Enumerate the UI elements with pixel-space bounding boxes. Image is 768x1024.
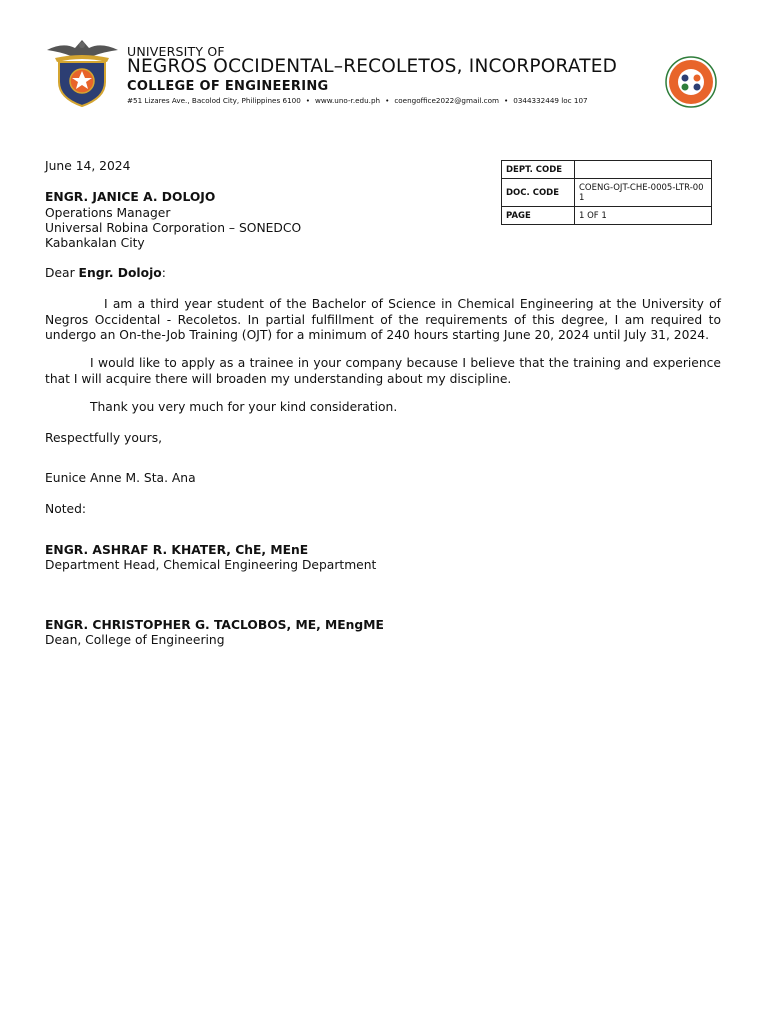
recipient-city: Kabankalan City xyxy=(45,236,145,250)
document-code-table xyxy=(501,160,712,225)
salutation-name: Engr. Dolojo xyxy=(78,266,162,280)
signatory-title: Department Head, Chemical Engineering Department xyxy=(45,558,377,572)
doc-code-label: DOC. CODE xyxy=(502,179,575,207)
body-paragraph-2: I would like to apply as a trainee in your company because I believe that the training and experience that I will acquire there will broaden my understanding about my discipline. xyxy=(45,356,721,386)
table-row xyxy=(502,207,712,225)
doc-code-value: COENG-OJT-CHE-0005-LTR-001 xyxy=(575,179,712,207)
table-row xyxy=(502,179,712,207)
dept-code-value xyxy=(575,161,712,179)
body-paragraph-3: Thank you very much for your kind consideration. xyxy=(90,400,398,414)
college-name: COLLEGE OF ENGINEERING xyxy=(127,79,329,94)
page-label: PAGE xyxy=(502,207,575,225)
college-of-engineering-seal-icon xyxy=(658,56,724,108)
signatory-name: ENGR. CHRISTOPHER G. TACLOBOS, ME, MEngME xyxy=(45,618,384,632)
recipient-title: Operations Manager xyxy=(45,206,171,220)
closing: Respectfully yours, xyxy=(45,431,163,445)
salutation-prefix: Dear xyxy=(45,266,79,280)
contact-line: #51 Lizares Ave., Bacolod City, Philippines 6100 • www.uno-r.edu.ph • coengoffice2022@gmail.com • 0344332449 loc 107 xyxy=(127,96,588,105)
salutation-suffix: : xyxy=(161,266,166,280)
university-seal-eagle-icon xyxy=(45,36,120,108)
institution-name: NEGROS OCCIDENTAL–RECOLETOS, INCORPORATED xyxy=(127,56,618,77)
letter-date: June 14, 2024 xyxy=(45,159,131,173)
recipient-name: ENGR. JANICE A. DOLOJO xyxy=(45,190,216,204)
table-row xyxy=(502,161,712,179)
salutation xyxy=(45,266,166,281)
dept-code-label: DEPT. CODE xyxy=(502,161,575,179)
sender-name: Eunice Anne M. Sta. Ana xyxy=(45,471,196,485)
signatory-name: ENGR. ASHRAF R. KHATER, ChE, MEnE xyxy=(45,543,309,557)
recipient-company: Universal Robina Corporation – SONEDCO xyxy=(45,221,302,235)
website-link[interactable]: www.uno-r.edu.ph xyxy=(315,96,381,105)
noted-label: Noted: xyxy=(45,502,87,516)
phone-number: 0344332449 loc 107 xyxy=(513,96,588,105)
email-link[interactable]: coengoffice2022@gmail.com xyxy=(394,96,499,105)
page-value: 1 OF 1 xyxy=(575,207,712,225)
signatory-title: Dean, College of Engineering xyxy=(45,633,225,647)
body-paragraph-1: I am a third year student of the Bachelor of Science in Chemical Engineering at the University of Negros Occidental - Recoletos. In partial fulfillment of the requirements of this degree, I am required to undergo an On-the-Job Training (OJT) for a minimum of 240 hours starting June 20, 2024 until July 31, 2024. xyxy=(45,297,721,342)
university-of-label: UNIVERSITY OF xyxy=(127,44,225,59)
address: #51 Lizares Ave., Bacolod City, Philippines 6100 xyxy=(127,96,301,105)
